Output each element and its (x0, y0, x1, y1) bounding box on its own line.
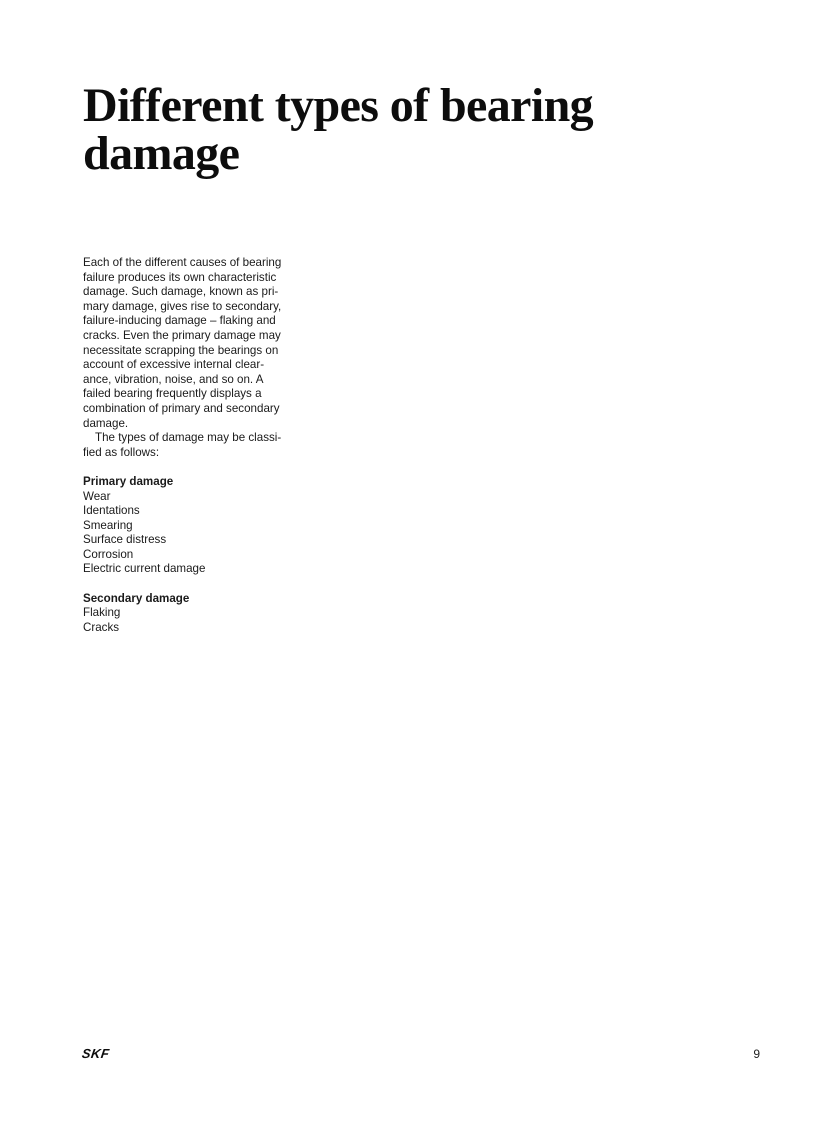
intro-line: failure-inducing damage – flaking and (83, 314, 276, 328)
primary-damage-list (83, 475, 308, 577)
intro-line: necessitate scrapping the bearings on (83, 343, 279, 357)
intro-line: cracks. Even the primary damage may (83, 328, 281, 342)
list-item: Identations (83, 504, 140, 518)
list-item: Cracks (83, 620, 120, 634)
intro-line: Each of the different causes of bearing (83, 256, 282, 269)
list-item: Flaking (83, 606, 121, 620)
intro-line: failure produces its own characteristic (83, 270, 277, 284)
secondary-damage-heading: Secondary damage (83, 591, 190, 605)
intro-line: account of excessive internal clear- (83, 358, 265, 372)
page-title (83, 79, 723, 180)
title-line-2: damage (83, 127, 240, 180)
intro-line: damage. (83, 416, 129, 430)
intro-line: ance, vibration, noise, and so on. A (83, 372, 264, 386)
intro-line: mary damage, gives rise to secondary, (83, 299, 282, 313)
page-number: 9 (753, 1047, 760, 1061)
body-column (83, 256, 308, 635)
intro-line: damage. Such damage, known as pri- (83, 285, 279, 299)
intro-line: combination of primary and secondary (83, 401, 280, 415)
list-item: Electric current damage (83, 562, 206, 576)
classify-paragraph (83, 431, 308, 460)
classify-line: fied as follows: (83, 445, 160, 459)
secondary-damage-list (83, 592, 308, 636)
primary-damage-heading: Primary damage (83, 474, 174, 488)
intro-paragraph (83, 256, 308, 431)
skf-logo: SKF (80, 1046, 111, 1061)
list-item: Surface distress (83, 533, 167, 547)
intro-line: failed bearing frequently displays a (83, 387, 262, 401)
title-line-1: Different types of bearing (83, 79, 594, 132)
list-item: Smearing (83, 518, 133, 532)
classify-line: The types of damage may be classi- (95, 431, 282, 445)
list-item: Corrosion (83, 547, 134, 561)
list-item: Wear (83, 489, 111, 503)
